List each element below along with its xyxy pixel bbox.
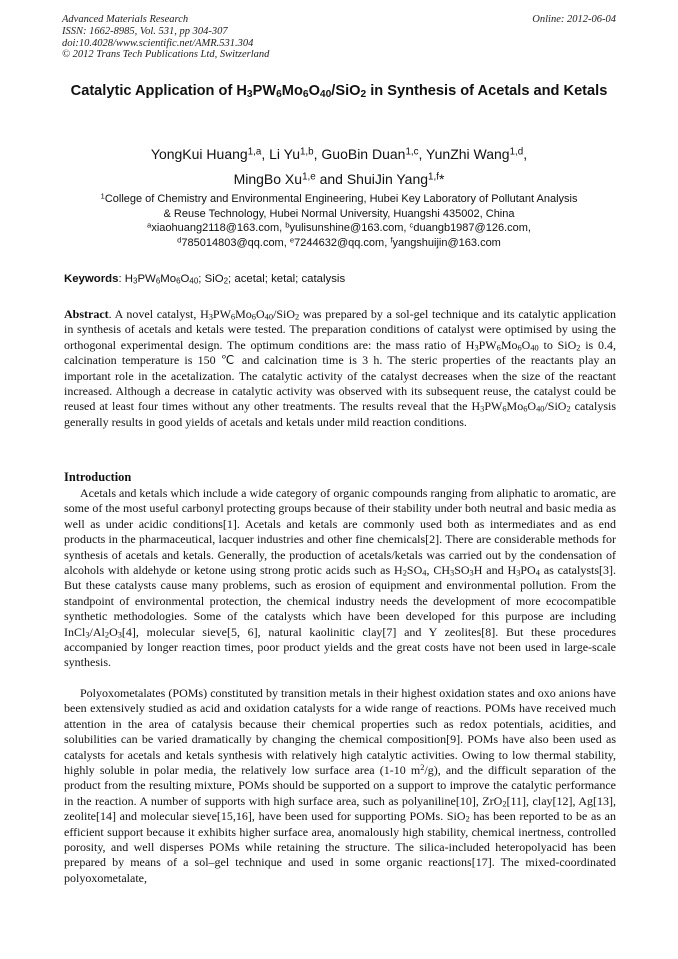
journal-issn: ISSN: 1662-8985, Vol. 531, pp 304-307: [62, 25, 228, 37]
abstract-paragraph: Abstract. A novel catalyst, $H_3PW_6Mo_6O_{40}/SiO_2$ was prepared by a sol-gel technique and its catalytic application in synthesis of acetals and ketals were tested. The preparation conditions of catalyst were optimised by using the orthogonal experimental design. The optimum conditions are: the mass ratio of $H_3PW_6Mo_6O_{40}$ to SiO$_2$ is 0.4, calcination temperature is 150 ℃ and calcination time is 3 h. The steric properties of the reactants play an important role in the acetalization. The catalytic activity of the catalyst decreases when the size of the reactant increased. Although a decrease in catalytic activity was observed with its subsequent reuse, the catalyst could be reused at least four times without any other treatments. The results reveal that the $H_3PW_6Mo_6O_{40}/SiO_2$ catalysis generally results in good yields of acetals and ketals under mild reaction conditions.: [64, 307, 616, 429]
email-line-1: $^a$xiaohuang2118@163.com, $^b$yulisunshine@163.com, $^c$duangb1987@126.com,: [147, 220, 531, 235]
affiliation-line-2: & Reuse Technology, Hubei Normal University, Huangshi 435002, China: [163, 207, 515, 220]
journal-name: Advanced Materials Research: [62, 14, 189, 25]
intro-paragraph-2: Polyoxometalates (POMs) constituted by transition metals in their highest oxidation states and oxo anions have been extensively studied as acid and oxidation catalysts for a wide range of reactions. POMs have received much attention in the area of catalysis because their chemical properties such as redox potentials, acidities, and solubilities can be varied dramatically by changing the chemical composition[9]. POMs have also been used as catalysts for acetals and ketals synthesis with relatively high catalytic activities. Owing to low thermal stability, highly soluble in polar media, the relatively low surface area (1-10 $m^2/g$), and the difficult separation of the product from the resulting mixture, POMs should be supported on a support to improve the catalytic performance in the reaction. A number of supports with high surface area, such as polyaniline[10], ZrO$_2$[11], clay[12], Ag[13], zeolite[14] and molecular sieve[15,16], have been used for supporting POMs. SiO$_2$ has been reported to be as an efficient support because it exhibits higher surface area, anomalously high stability, chemical inertness, controlled porosity, and well disperses POMs while retaining the structure. The silica-included heteropolyacid has been prepared by means of a sol–gel technique and used in some organic reactions[17]. The mixed-coordinated polyoxometalate,: [64, 686, 617, 885]
journal-doi: doi:10.4028/www.scientific.net/AMR.531.304: [62, 37, 254, 49]
journal-header: [62, 14, 616, 61]
intro-paragraph-1: Acetals and ketals which include a wide category of organic compounds ranging from aliphatic to aromatic, are some of the most useful carbonyl protecting groups because of their stability under both neutral and basic media as well as under acidic conditions[1]. Acetals and ketals are commonly used both as intermediates and as end products in the pharmaceutical, lacquer industries and other fine chemicals[2]. There are considerable methods for synthesis of acetals and ketals. Generally, the production of acetals/ketals was carried out by the condensation of alcohols with aldehyde or ketone using strong protic acids such as $H_2SO_4$, $CH_3SO_3H$ and $H_3PO_4$ as catalysts[3]. But these catalysts cause many problems, such as erosion of equipment and environmental pollution. From the standpoint of environmental protection, the chemical industry needs the development of more ecocompatible synthetic methodologies. Some of the catalysts which have been developed for this purpose are including $InCl_3/Al_2O_3[4]$, molecular sieve[5, 6], natural kaolinitic clay[7] and Y zeolites[8]. But these procedures accompanied by longer reaction times, poor product yields and the great costs have not been used in large-scale synthesis.: [64, 486, 616, 670]
keywords-label: Keywords: [64, 273, 119, 285]
affiliation-block: [40, 192, 638, 250]
author-line-2: MingBo Xu$^{1,e}$ and ShuiJin Yang$^{1,f}$*: [233, 171, 445, 187]
online-date: Online: 2012-06-04: [532, 14, 616, 25]
journal-copyright: © 2012 Trans Tech Publications Ltd, Switzerland: [62, 49, 270, 61]
keywords-line: Keywords: $H_3PW_6Mo_6O_{40}$; SiO$_2$; acetal; ketal; catalysis: [64, 273, 346, 286]
abstract-label: Abstract: [64, 307, 109, 321]
section-heading-introduction: Introduction: [64, 470, 132, 484]
affiliation-line-1: $^1$College of Chemistry and Environmental Engineering, Hubei Key Laboratory of Pollutant Analysis: [100, 191, 578, 205]
author-line-1: YongKui Huang$^{1,a}$, Li Yu$^{1,b}$, GuoBin Duan$^{1,c}$, YunZhi Wang$^{1,d}$,: [150, 146, 528, 162]
author-list: [40, 142, 638, 192]
paper-title: Catalytic Application of $H_3PW_6Mo_6O_{40}/SiO_2$ in Synthesis of Acetals and Ketals: [70, 83, 608, 101]
email-line-2: $^d$785014803@qq.com, $^e$7244632@qq.com, $^f$yangshuijin@163.com: [177, 235, 501, 249]
